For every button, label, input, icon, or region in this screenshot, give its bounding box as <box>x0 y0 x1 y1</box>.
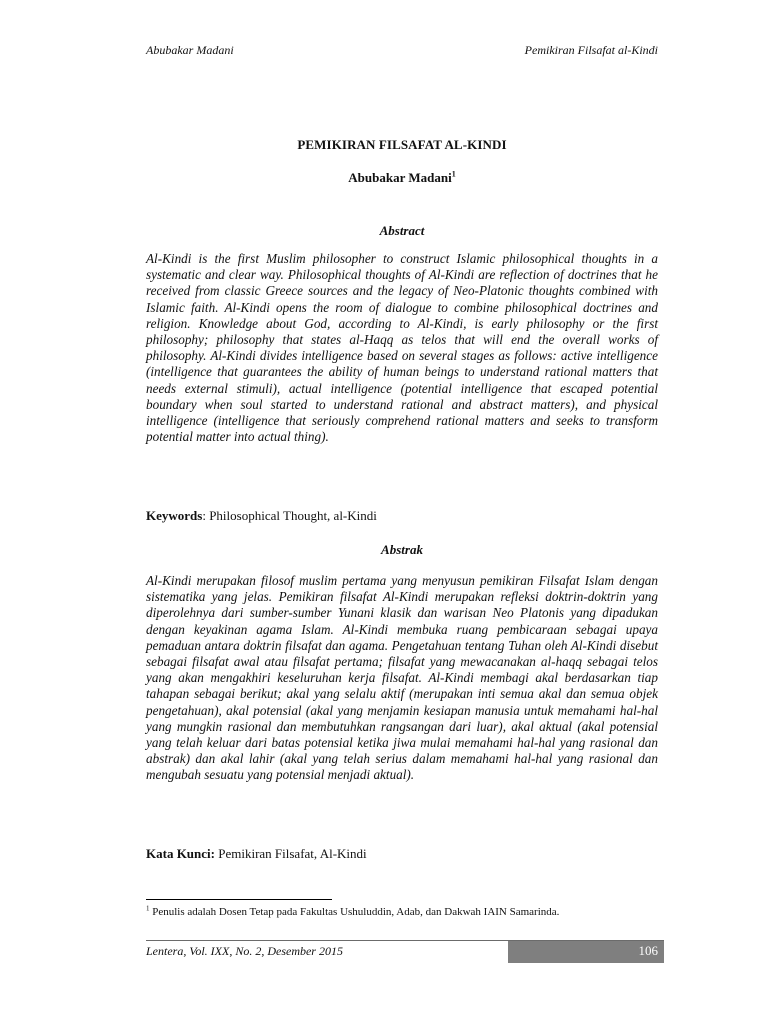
abstrak-indonesian-body: Al-Kindi merupakan filosof muslim pertama yang menyusun pemikiran Filsafat Islam dengan sistematika yang jelas. Pemikiran filsafat Al-Kindi merupakan refleksi doktrin-doktrin yang diperolehnya dari sumber-sumber Yunani klasik dan warisan Neo Platonis yang dipadukan dengan keyakinan agama Islam. Al-Kindi membuka ruang pembicaraan sebagai upaya pemaduan antara doktrin filsafat dan agama. Pengetahuan tentang Tuhan oleh Al-Kindi disebut sebagai filsafat awal atau filsafat pertama; filsafat yang mewacanakan al-haqq sebagai telos yang akan mengakhiri keseluruhan kerja filsafat. Al-Kindi membagi akal berdasarkan tiap tahapan sebagai berikut; akal yang selalu aktif (merupakan inti semua akal dan semua objek pengetahuan), akal potensial (akal yang menjamin kesiapan manusia untuk memahami hal-hal yang mungkin rasional dan membutuhkan rangsangan dari luar), akal aktual (akal potensial yang telah keluar dari batas potensial ketika jiwa mulai memahami hal-hal yang rasional dan abstrak) dan akal lahir (akal yang telah serius dalam memahami hal-hal yang rasional dan mengubah sesuatu yang potensial menjadi aktual). <box>146 573 658 783</box>
page-number-box <box>508 941 664 963</box>
author-footnote-mark: 1 <box>451 169 456 179</box>
footnote-text: Penulis adalah Dosen Tetap pada Fakultas Ushuluddin, Adab, dan Dakwah IAIN Samarinda. <box>149 906 560 918</box>
footnote-mark: 1 <box>146 904 150 913</box>
kata-kunci-value: Pemikiran Filsafat, Al-Kindi <box>214 846 367 861</box>
abstract-heading: Abstract <box>379 223 425 238</box>
footnote-divider <box>146 899 332 900</box>
abstrak-heading: Abstrak <box>381 542 423 557</box>
running-header-author: Abubakar Madani <box>146 43 234 57</box>
footnote <box>146 906 666 918</box>
running-header-title: Pemikiran Filsafat al-Kindi <box>524 43 658 57</box>
author-name: Abubakar Madani <box>348 170 452 185</box>
footer-journal-citation: Lentera, Vol. IXX, No. 2, Desember 2015 <box>146 944 343 958</box>
kata-kunci-label: Kata Kunci: <box>146 846 215 861</box>
keywords-value: : Philosophical Thought, al-Kindi <box>202 508 377 523</box>
page-number: 106 <box>638 943 658 958</box>
keywords-english <box>146 508 658 524</box>
keywords-indonesian <box>146 846 658 862</box>
paper-title: PEMIKIRAN FILSAFAT AL-KINDI <box>297 137 507 152</box>
keywords-label: Keywords <box>146 508 203 523</box>
running-header <box>146 43 658 58</box>
author-line <box>146 170 658 186</box>
abstract-english-body: Al-Kindi is the first Muslim philosopher to construct Islamic philosophical thoughts in a systematic and clear way. Philosophical thoughts of Al-Kindi are reflection of doctrines that he received from classic Greece sources and the legacy of Neo-Platonic thoughts combined with Islamic faith. Al-Kindi opens the room of dialogue to combine philosophical doctrines and religion. Knowledge about God, according to Al-Kindi, is early philosophy or the first philosophy; philosophy that states al-Haqq as telos that will end the overall works of philosophy. Al-Kindi divides intelligence based on several stages as follows: active intelligence (intelligence that guarantees the ability of human beings to understand rational matters that needs external stimuli), actual intelligence (potential intelligence that escaped potential boundary when soul started to understand rational and abstract matters), and physical intelligence (intelligence that seriously comprehend rational matters and seeks to transform potential matter into actual thing). <box>146 251 658 445</box>
